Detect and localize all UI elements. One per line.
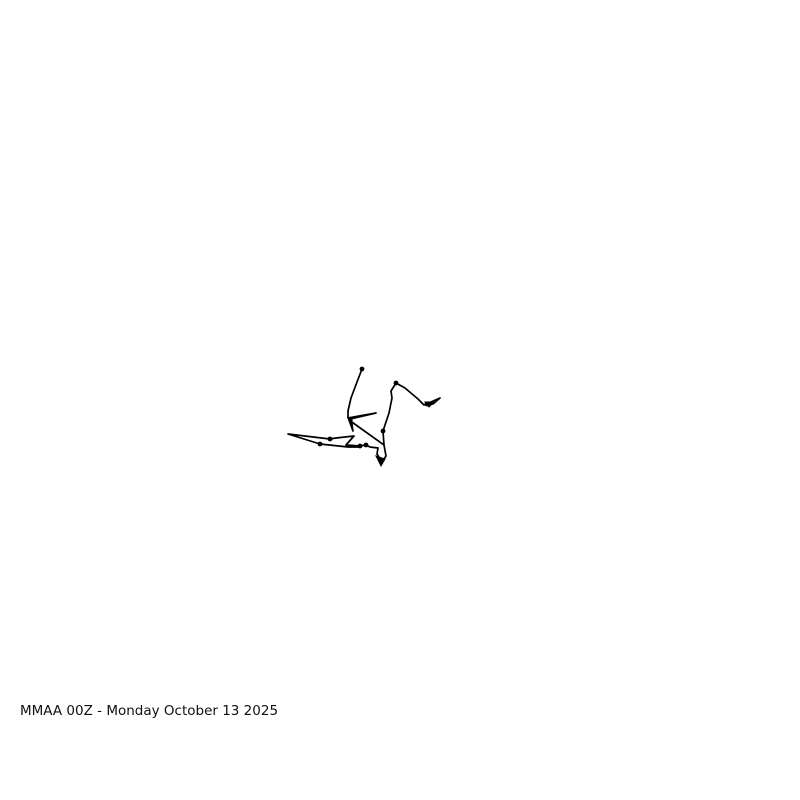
level-marker-dot <box>379 459 384 464</box>
level-marker-dot <box>360 367 365 372</box>
level-marker-dot <box>394 381 399 386</box>
trace-filled-wedge <box>348 418 353 431</box>
level-marker-dot <box>358 444 363 449</box>
trace-lower <box>288 434 386 462</box>
level-marker-dot <box>425 402 430 407</box>
level-marker-dot <box>381 429 386 434</box>
plot-caption: MMAA 00Z - Monday October 13 2025 <box>20 703 279 719</box>
level-marker-dot <box>364 443 369 448</box>
level-marker-dot <box>328 437 333 442</box>
trace-upper <box>348 369 440 445</box>
level-marker-dot <box>318 442 323 447</box>
